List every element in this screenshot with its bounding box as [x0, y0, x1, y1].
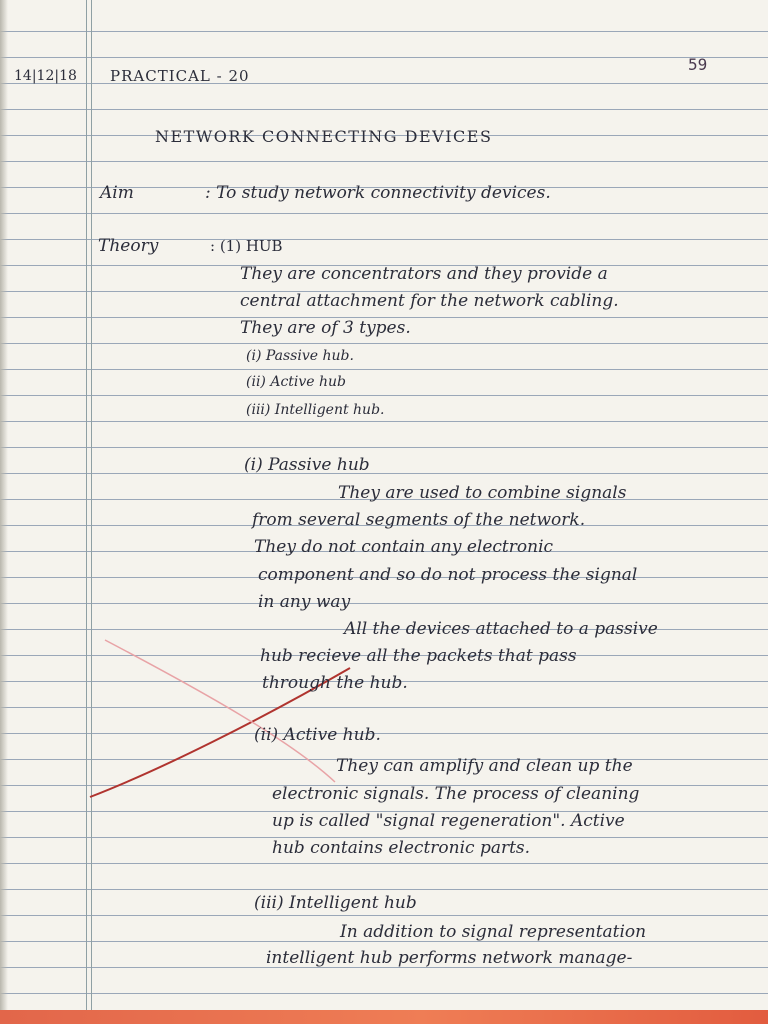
body-line: intelligent hub performs network manage-	[266, 948, 633, 968]
page-title: NETWORK CONNECTING DEVICES	[155, 127, 493, 146]
hub-heading: : (1) HUB	[210, 237, 283, 255]
date: 14|12|18	[14, 68, 77, 84]
body-line: In addition to signal representation	[340, 922, 647, 942]
body-line: component and so do not process the signal	[258, 565, 638, 585]
body-line: in any way	[258, 592, 351, 612]
theory-label: Theory	[98, 236, 159, 256]
aim-text: : To study network connectivity devices.	[205, 183, 551, 203]
list-item: (i) Passive hub.	[246, 348, 354, 364]
section-heading: (iii) Intelligent hub	[254, 893, 417, 913]
list-item: (iii) Intelligent hub.	[246, 402, 385, 418]
practical-label: PRACTICAL - 20	[110, 67, 250, 85]
body-line: hub contains electronic parts.	[272, 838, 531, 858]
body-line: hub recieve all the packets that pass	[260, 646, 577, 666]
aim-label: Aim	[100, 183, 134, 203]
page-number: 59	[688, 55, 708, 74]
list-item: (ii) Active hub	[246, 374, 347, 390]
section-heading: (i) Passive hub	[244, 455, 370, 475]
body-line: from several segments of the network.	[252, 510, 586, 530]
body-line: central attachment for the network cabling.	[240, 291, 619, 311]
body-line: electronic signals. The process of cleaning	[272, 784, 640, 804]
section-heading: (ii) Active hub.	[254, 725, 381, 745]
body-line: They are of 3 types.	[240, 318, 411, 338]
body-line: through the hub.	[262, 673, 408, 693]
body-line: They do not contain any electronic	[254, 537, 554, 557]
notebook-bottom-edge	[0, 1010, 768, 1024]
body-line: They are concentrators and they provide a	[240, 264, 608, 284]
body-line: up is called "signal regeneration". Active	[272, 811, 625, 831]
body-line: They can amplify and clean up the	[336, 756, 633, 776]
body-line: All the devices attached to a passive	[344, 619, 658, 639]
body-line: They are used to combine signals	[338, 483, 627, 503]
